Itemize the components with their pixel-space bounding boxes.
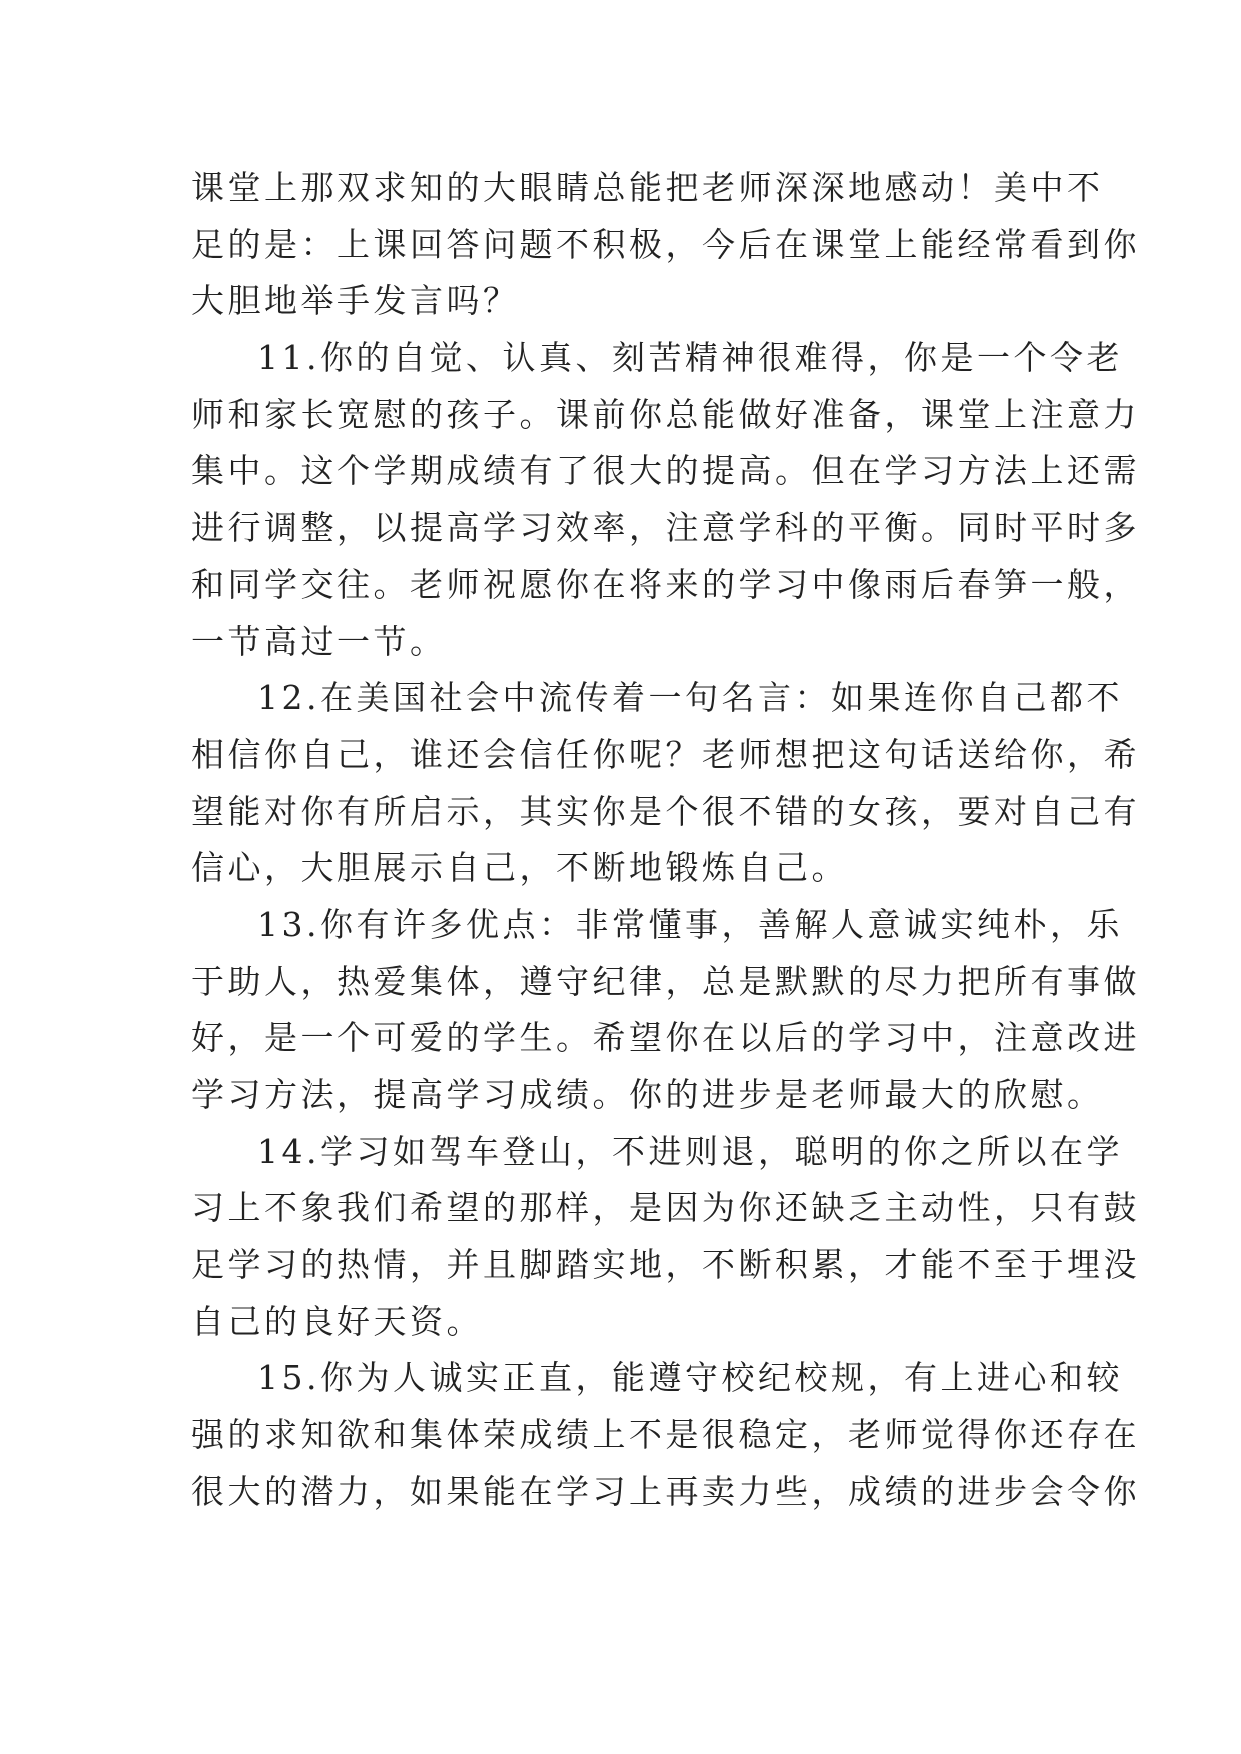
- text-line: 集中。这个学期成绩有了很大的提高。但在学习方法上还需: [191, 451, 1140, 491]
- paragraph-15-first-line: 15.你为人诚实正直，能遵守校纪校规，有上进心和较: [257, 1358, 1123, 1398]
- text-line: 自己的良好天资。: [191, 1301, 483, 1341]
- text-line: 信心，大胆展示自己，不断地锻炼自己。: [191, 848, 848, 888]
- text-line: 和同学交往。老师祝愿你在将来的学习中像雨后春笋一般，: [191, 564, 1140, 604]
- text-line: 相信你自己，谁还会信任你呢？老师想把这句话送给你，希: [191, 734, 1140, 774]
- paragraph-12-first-line: 12.在美国社会中流传着一句名言：如果连你自己都不: [257, 678, 1123, 718]
- text-line: 强的求知欲和集体荣成绩上不是很稳定，老师觉得你还存在: [191, 1415, 1140, 1455]
- text-line: 足学习的热情，并且脚踏实地，不断积累，才能不至于埋没: [191, 1245, 1140, 1285]
- text-line: 一节高过一节。: [191, 621, 447, 661]
- document-body: [191, 160, 1140, 1521]
- text-line: 望能对你有所启示，其实你是个很不错的女孩，要对自己有: [191, 791, 1140, 831]
- text-line: 好，是一个可爱的学生。希望你在以后的学习中，注意改进: [191, 1018, 1140, 1058]
- paragraph-13-first-line: 13.你有许多优点：非常懂事，善解人意诚实纯朴，乐: [257, 904, 1123, 944]
- text-line: 大胆地举手发言吗？: [191, 281, 520, 321]
- text-line: 学习方法，提高学习成绩。你的进步是老师最大的欣慰。: [191, 1075, 1104, 1114]
- text-line: 足的是：上课回答问题不积极，今后在课堂上能经常看到你: [191, 224, 1140, 264]
- text-line: 于助人，热爱集体，遵守纪律，总是默默的尽力把所有事做: [191, 961, 1140, 1001]
- text-line: 习上不象我们希望的那样，是因为你还缺乏主动性，只有鼓: [191, 1188, 1140, 1228]
- text-line: 很大的潜力，如果能在学习上再卖力些，成绩的进步会令你: [191, 1471, 1140, 1511]
- text-line: 课堂上那双求知的大眼睛总能把老师深深地感动！美中不: [191, 168, 1104, 207]
- text-line: 进行调整，以提高学习效率，注意学科的平衡。同时平时多: [191, 508, 1140, 548]
- text-line: 师和家长宽慰的孩子。课前你总能做好准备，课堂上注意力: [191, 394, 1140, 434]
- paragraph-14-first-line: 14.学习如驾车登山，不进则退，聪明的你之所以在学: [257, 1131, 1123, 1171]
- paragraph-11-first-line: 11.你的自觉、认真、刻苦精神很难得，你是一个令老: [257, 338, 1123, 378]
